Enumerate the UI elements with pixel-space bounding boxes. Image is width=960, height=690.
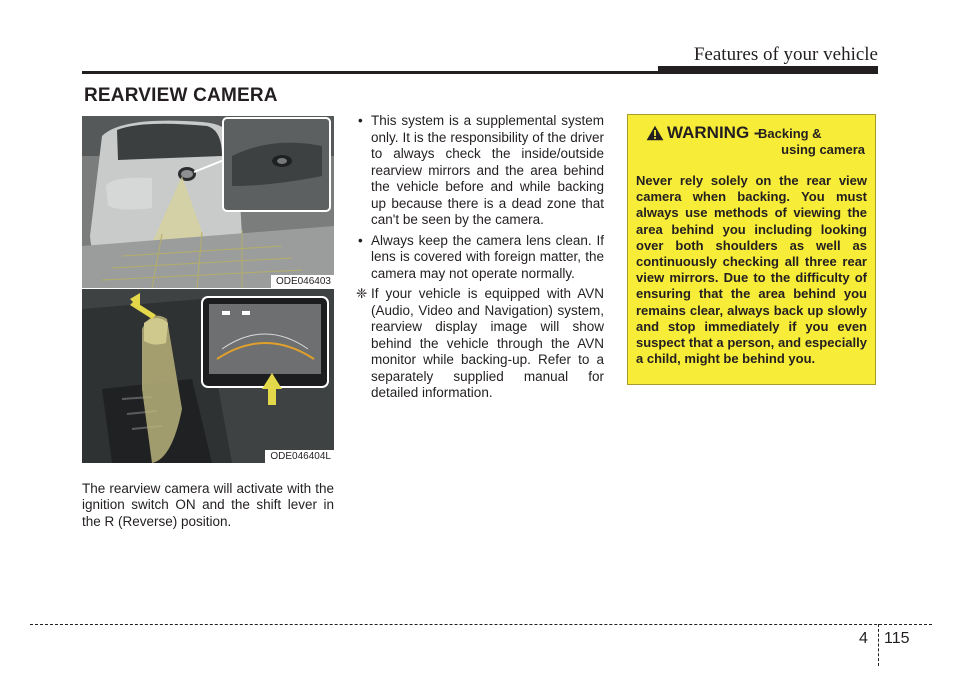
figure-code: ODE046404L [265, 450, 334, 463]
bullet-item [356, 233, 604, 283]
warning-header [636, 123, 867, 159]
rear-camera-photo [82, 116, 334, 288]
section-title: REARVIEW CAMERA [84, 85, 278, 106]
note-mark: ❈ [356, 286, 368, 301]
bullet-item [356, 113, 604, 229]
note-item [356, 286, 604, 402]
warning-triangle-icon [646, 125, 664, 141]
footer-separator [878, 624, 879, 666]
running-header: Features of your vehicle [693, 44, 878, 65]
bullet-text: This system is a supplemental system only. It is the responsibility of the driver to always check the inside/outside rearview mirrors and the area behind the vehicle before and while backing up because there is a dead zone that can't be seen by the camera. [371, 113, 604, 227]
figure-code: ODE046403 [271, 275, 334, 288]
warning-title: WARNING - [667, 123, 760, 142]
body-column [356, 113, 604, 402]
header-tab [658, 66, 878, 74]
bullet-mark: • [358, 113, 363, 128]
warning-subtitle: using camera [781, 142, 865, 157]
bullet-mark: • [358, 232, 363, 248]
chapter-number: 4 [859, 630, 868, 647]
footer-rule [30, 624, 932, 625]
bullet-text: Always keep the camera lens clean. If lens is covered with foreign matter, the camera may not operate normally. [371, 232, 604, 281]
note-text: If your vehicle is equipped with AVN (Audio, Video and Navigation) system, rearview display image will show behind the vehicle through the AVN monitor while backing-up. Refer to a separately supplied manual for detailed information. [371, 286, 604, 400]
warning-body: Never rely solely on the rear view camera when backing. You must always use methods of viewing the area behind you including looking over both shoulders as well as continuously checking all three rear view mirrors. Due to the difficulty of ensuring that the area behind you remains clear, always back up slowly and stop immediately if you even suspect that a person, and especially a child, might be behind you. [636, 173, 867, 367]
shift-lever-photo [82, 289, 334, 463]
warning-subtitle: Backing & [758, 126, 822, 141]
warning-box [627, 114, 876, 385]
shift-lever-illustration [82, 289, 334, 463]
figure-caption: The rearview camera will activate with the ignition switch ON and the shift lever in the R (Reverse) position. [82, 480, 334, 529]
rear-camera-illustration [82, 116, 334, 288]
page-number: 115 [884, 630, 910, 647]
